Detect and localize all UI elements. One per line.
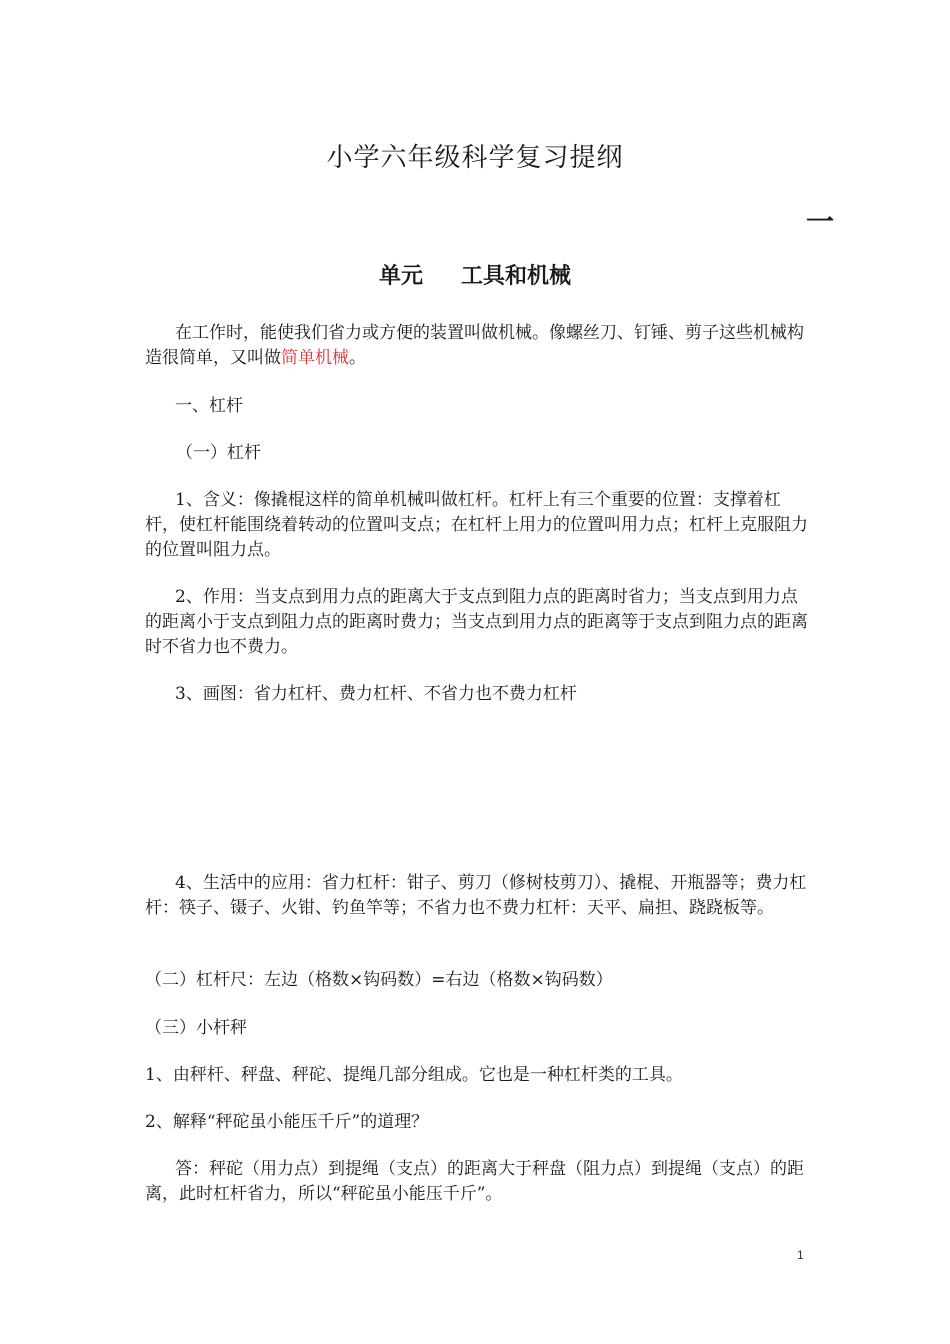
subsection-lever-ruler: （二）杠杆尺：左边（格数×钩码数）=右边（格数×钩码数） bbox=[145, 970, 613, 990]
unit-label: 单元 bbox=[378, 264, 423, 289]
paragraph-applications: 4、生活中的应用：省力杠杆：钳子、剪刀（修树枝剪刀）、撬棍、开瓶器等；费力杠杆：筷子、镊子、火钳、钓鱼竿等；不省力也不费力杠杆：天平、扁担、跷跷板等。 bbox=[145, 873, 807, 918]
unit-heading bbox=[0, 259, 950, 290]
document-title: 小学六年级科学复习提纲 bbox=[326, 143, 624, 173]
highlight-term: 简单机械 bbox=[281, 348, 349, 368]
item-question: 2、解释“秤砣虽小能压千斤”的道理？ bbox=[145, 1112, 429, 1132]
unit-number: 一 bbox=[806, 205, 835, 238]
section-heading-lever: 一、杠杆 bbox=[175, 396, 243, 416]
item-steelyard-parts: 1、由秤杆、秤盘、秤砣、提绳几部分组成。它也是一种杠杆类的工具。 bbox=[145, 1065, 683, 1085]
paragraph-answer: 答：秤砣（用力点）到提绳（支点）的距离大于秤盘（阻力点）到提绳（支点）的距离，此时杠杆省力，所以“秤砣虽小能压千斤”。 bbox=[145, 1159, 804, 1204]
page-number: 1 bbox=[797, 1248, 804, 1262]
subsection-heading-lever: （一）杠杆 bbox=[176, 443, 261, 463]
unit-title: 工具和机械 bbox=[461, 264, 572, 289]
paragraph-drawing: 3、画图：省力杠杆、费力杠杆、不省力也不费力杠杆 bbox=[175, 684, 577, 704]
paragraph-function: 2、作用：当支点到用力点的距离大于支点到阻力点的距离时省力；当支点到用力点的距离小于支点到阻力点的距离时费力；当支点到用力点的距离等于支点到阻力点的距离时不省力也不费力。 bbox=[145, 587, 808, 657]
subsection-steelyard: （三）小杆秤 bbox=[145, 1018, 247, 1038]
paragraph-definition: 1、含义：像撬棍这样的简单机械叫做杠杆。杠杆上有三个重要的位置：支撑着杠杆，使杠杆能围绕着转动的位置叫支点；在杠杆上用力的位置叫用力点；杠杆上克服阻力的位置叫阻力点。 bbox=[145, 490, 808, 560]
intro-text: 在工作时，能使我们省力或方便的装置叫做机械。像螺丝刀、钉锤、剪子这些机械构造很简单，又叫做 bbox=[145, 323, 804, 368]
intro-paragraph bbox=[145, 321, 810, 371]
intro-text-end: 。 bbox=[349, 348, 366, 368]
